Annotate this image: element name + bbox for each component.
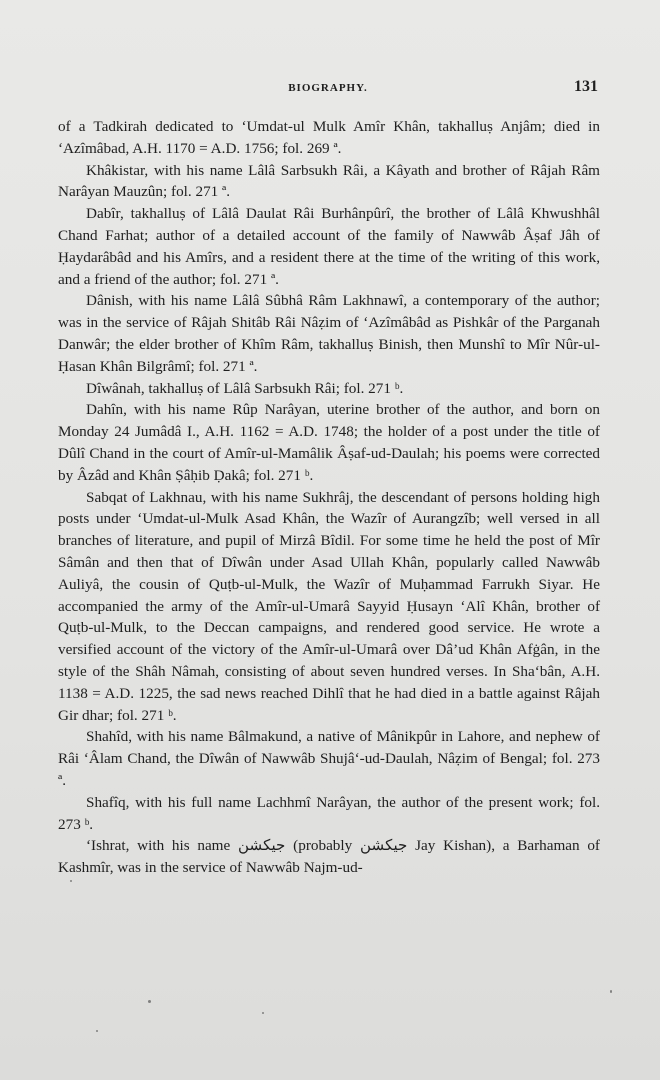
entry-shafiq: Shafîq, with his full name Lachhmî Narâyan, the author of the present work; fol. 273 ᵇ. [58, 793, 600, 833]
running-title: BIOGRAPHY. [288, 82, 368, 94]
entry-dabir: Dabîr, takhalluṣ of Lâlâ Daulat Râi Burhânpûrî, the brother of Lâlâ Khwushhâl Chand Farhat; author of a detailed account of the family of Nawwâb Âṣaf Jâh of Ḥaydarâbâd and his Amîrs, and a resident there at the time of the writing of this work, and a friend of the author; fol. 271 ª. [58, 205, 600, 288]
entry-khakistar: Khâkistar, with his name Lâlâ Sarbsukh Râi, a Kâyath and brother of Râjah Râm Narâyan Mauzûn; fol. 271 ª. [58, 161, 600, 201]
entry-sabqat: Sabqat of Lakhnau, with his name Sukhrâj, the descendant of persons holding high posts under ‘Umdat-ul-Mulk Asad Khân, the Wazîr of Aurangzîb; well versed in all branches of literature, and pupil of Mirzâ Bîdil. For some time he held the post of Mîr Sâmân and then that of Dîwân under Asad Ullah Khân, popularly called Nawwâb Auliyâ, the cousin of Quṭb-ul-Mulk, the Wazîr of Muḥammad Farrukh Siyar. He accompanied the army of the Amîr-ul-Umarâ Sayyid Ḥusayn ‘Alî Khân, brother of Quṭb-ul-Mulk, to the Deccan campaigns, and rendered good service. He wrote a versified account of the victory of the Amîr-ul-Umarâ over Dâ’ud Khân Afġân, in the style of the Shâh Nâmah, consisting of about seven hundred verses. In Sha‘bân, A.H. 1138 = A.D. 1225, the sad news reached Dihlî that he had died in a battle against Râjah Gir dhar; fol. 271 ᵇ. [58, 488, 600, 724]
entry-shahid: Shahîd, with his name Bâlmakund, a native of Mânikpûr in Lahore, and nephew of Râi ‘Âlam Chand, the Dîwân of Nawwâb Shujâ‘-ud-Daulah, Nâẓim of Bengal; fol. 273 ª. [58, 728, 600, 789]
entry-danish: Dânish, with his name Lâlâ Sûbhâ Râm Lakhnawî, a contemporary of the author; was in the service of Râjah Shitâb Râi Nâẓim of ‘Azîmâbâd as Pishkâr of the Parganah Danwâr; the elder brother of Khîm Râm, takhalluṣ Binish, then Munshî to Mîr Nûr-ul-Ḥasan Khân Bilgrâmî; fol. 271 ª. [58, 292, 600, 375]
entry-diwanah: Dîwânah, takhalluṣ of Lâlâ Sarbsukh Râi; fol. 271 ᵇ. [86, 379, 404, 397]
scan-speck [610, 990, 612, 993]
page-number: 131 [574, 78, 598, 95]
entry-dahin: Dahîn, with his name Rûp Narâyan, uterine brother of the author, and born on Monday 24 Jumâdâ I., A.H. 1162 = A.D. 1748; the holder of a post under the title of Dûlî Chand in the court of Amîr-ul-Mamâlik Âṣaf-ud-Daulah; his poems were corrected by Âzâd and Khân Ṣâḥib Ḍakâ; fol. 271 ᵇ. [58, 401, 600, 484]
scan-speck [70, 880, 72, 882]
scan-speck [148, 1000, 151, 1003]
page-body [58, 116, 600, 879]
paragraph-continuation: of a Tadkirah dedicated to ‘Umdat-ul Mulk Amîr Khân, takhalluṣ Anjâm; died in ‘Azîmâbad, A.H. 1170 = A.D. 1756; fol. 269 ª. [58, 118, 600, 157]
entry-ishrat: ‘Ishrat, with his name جیکشن (probably جیکشن Jay Kishan), a Barhaman of Kashmîr, was in the service of Nawwâb Najm-ud- [58, 837, 600, 877]
scan-speck [96, 1030, 98, 1032]
running-head [58, 78, 598, 100]
scan-speck [262, 1012, 264, 1014]
